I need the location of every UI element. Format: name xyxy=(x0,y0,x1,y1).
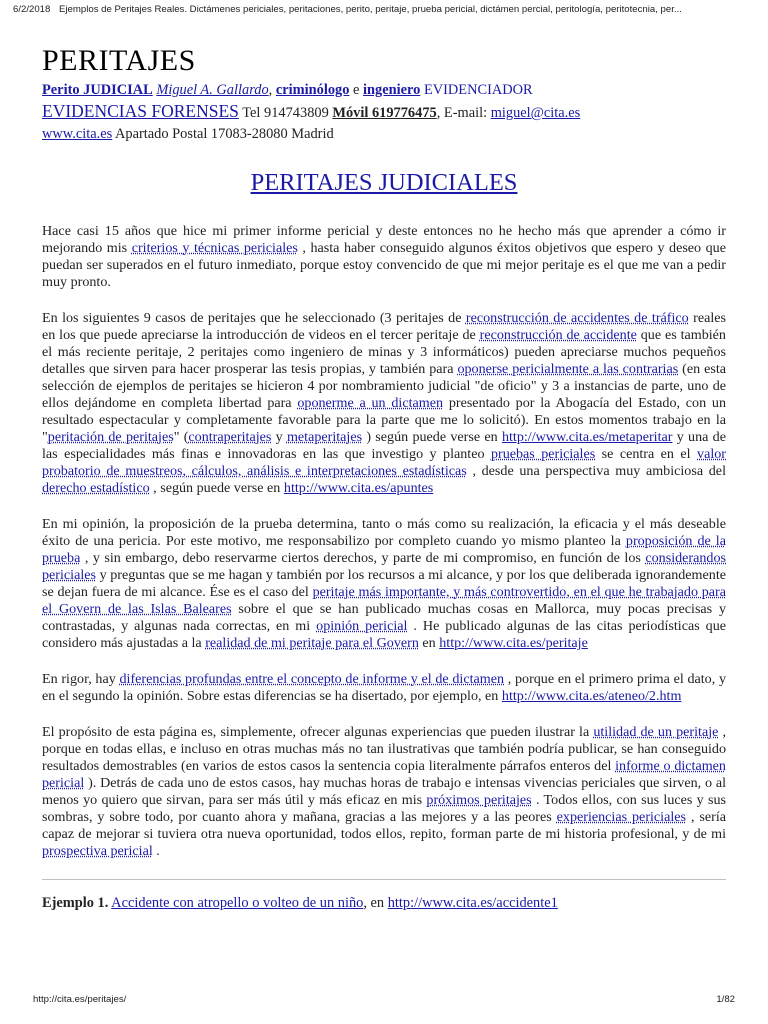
link-valor-probatorio[interactable]: valor probatorio de muestreos, cálculos, análisis e interpretaciones estadísticas xyxy=(42,446,726,479)
link-diferencias[interactable]: diferencias profundas entre el concepto de informe y el de dictamen xyxy=(119,671,505,687)
text: presentado por la Abogacía del Estado, con un resultado espectacular y completamente favorable para la parte que me lo solicitó). En estos momentos trabajo en la " xyxy=(42,395,727,445)
divider xyxy=(42,879,726,880)
link-proximos-peritajes[interactable]: próximos peritajes xyxy=(426,792,532,808)
link-peritaje-url[interactable]: http://www.cita.es/peritaje xyxy=(439,635,588,651)
link-ateneo-url[interactable]: http://www.cita.es/ateneo/2.htm xyxy=(501,688,682,704)
example-1 xyxy=(42,894,726,912)
example-label: Ejemplo 1. xyxy=(42,895,109,911)
link-considerandos[interactable]: considerandos periciales xyxy=(42,550,727,583)
paragraph-intro xyxy=(42,223,726,291)
text: , porque en todas ellas, e incluso en otras muchas más no tan ilustrativas que también podría publicar, se han conseguido resultados demostrables (en varios de estos casos la sentencia copia literalmente párrafos enteros del xyxy=(42,724,727,774)
link-metaperitar-url[interactable]: http://www.cita.es/metaperitar xyxy=(501,429,673,445)
paragraph-cases xyxy=(42,310,726,497)
link-oponerse[interactable]: oponerse pericialmente a las contrarias xyxy=(457,361,679,377)
text: que es también el más reciente peritaje, 2 peritajes como ingeniero de minas y 3 informáticos) pueden apreciarse muchos pequeños detalles que sirven para hacer prosperar las tesis propias, y también para xyxy=(42,327,726,377)
text: . He publicado algunas de las citas periodísticas que considero más ajustadas a la xyxy=(42,618,727,651)
evidenciador-link[interactable]: EVIDENCIADOR xyxy=(423,82,533,98)
link-reconstruccion-accidentes[interactable]: reconstrucción de accidentes de tráfico xyxy=(465,310,689,326)
print-page-title: Ejemplos de Peritajes Reales. Dictámenes periciales, peritaciones, perito, peritaje, prueba pericial, dictámen percial, peritología, peritotecnia, per... xyxy=(59,4,682,15)
example-1-url[interactable]: http://www.cita.es/accidente1 xyxy=(387,895,558,911)
text: sobre el que se han publicado muchas cosas en Mallorca, muy pocas precisas y contrastadas, y algunas nada correctas, en mi xyxy=(42,601,726,634)
telephone-text: Tel 914743809 xyxy=(242,105,329,121)
page-heading-link[interactable]: PERITAJES JUDICIALES xyxy=(250,169,518,196)
print-footer xyxy=(33,994,735,1005)
text: , según puede verse en xyxy=(153,480,281,496)
paragraph-purpose xyxy=(42,724,726,860)
text: , y sin embargo, debo reservarme ciertos derechos, y parte de mi compromiso, en función de los xyxy=(84,550,641,566)
text: En los siguientes 9 casos de peritajes que he seleccionado (3 peritajes de xyxy=(42,310,462,326)
contact-line-1 xyxy=(42,80,726,101)
criminologo-link[interactable]: criminólogo xyxy=(275,82,350,98)
print-date: 6/2/2018 xyxy=(13,4,51,15)
email-label: , E-mail: xyxy=(436,105,488,121)
page-heading xyxy=(42,169,726,197)
perito-judicial-link[interactable]: Perito JUDICIAL xyxy=(42,82,153,98)
link-peritaje-importante[interactable]: peritaje más importante, y más controvertido, en el que he trabajado para el Govern de las Islas Baleares xyxy=(42,584,726,617)
link-utilidad[interactable]: utilidad de un peritaje xyxy=(593,724,719,740)
footer-url: http://cita.es/peritajes/ xyxy=(33,994,127,1005)
link-opinion-pericial[interactable]: opinión pericial xyxy=(316,618,408,634)
text: En rigor, hay xyxy=(42,671,116,687)
paragraph-rigor xyxy=(42,671,726,705)
comma-text: , xyxy=(268,82,273,98)
text: ). Detrás de cada uno de estos casos, hay muchas horas de trabajo e intensas vivencias periciales que sirven, o al menos yo quiero que sirvan, para ser más útil y más eficaz en mis xyxy=(42,775,726,808)
site-title: PERITAJES xyxy=(42,44,196,77)
link-informe-dictamen[interactable]: informe o dictamen pericial xyxy=(42,758,726,791)
link-peritacion[interactable]: peritación de peritajes xyxy=(47,429,174,445)
address-text: Apartado Postal 17083-28080 Madrid xyxy=(115,126,334,142)
link-derecho-estadistico[interactable]: derecho estadístico xyxy=(42,480,150,496)
link-pruebas-periciales[interactable]: pruebas periciales xyxy=(490,446,596,462)
text: , sería capaz de mejorar si tuviera otra nueva oportunidad, todos ellos, repito, forman parte de mi historia profesional, y de mi xyxy=(42,809,727,842)
contact-line-3 xyxy=(42,124,726,145)
link-realidad-peritaje[interactable]: realidad de mi peritaje para el Govern xyxy=(205,635,419,651)
link-contraperitajes[interactable]: contraperitajes xyxy=(188,429,272,445)
text: y preguntas que se me hagan y también por los recursos a mi alcance, y por los que deliberada ignorandemente se dejan fuera de mi alcance. Ése es el caso del xyxy=(42,567,726,600)
example-1-link[interactable]: Accidente con atropello o volteo de un niño xyxy=(111,895,364,911)
text: y una de las especialidades más finas e innovadoras en las que investigo y planteo xyxy=(42,429,726,462)
text: reales en los que puede apreciarse la introducción de videos en el tercer peritaje de xyxy=(42,310,726,343)
link-apuntes-url[interactable]: http://www.cita.es/apuntes xyxy=(283,480,434,496)
text: , porque en el primero prima el dato, y en el segundo la opinión. Sobre estas diferencias se ha disertado, por ejemplo, en xyxy=(42,671,727,704)
link-prospectiva[interactable]: prospectiva pericial xyxy=(42,843,153,859)
text: en xyxy=(422,635,436,651)
text: se centra en el xyxy=(601,446,691,462)
text: El propósito de esta página es, simplemente, ofrecer algunas experiencias que pueden ilustrar la xyxy=(42,724,590,740)
text: ) según puede verse en xyxy=(366,429,498,445)
conjunction-text: e xyxy=(353,82,360,98)
contact-block xyxy=(42,80,726,145)
text: " ( xyxy=(173,429,189,445)
text: Hace casi 15 años que hice mi primer informe pericial y deste entonces no he hecho más que aprender a cómo ir mejorando mis xyxy=(42,223,726,256)
link-experiencias[interactable]: experiencias periciales xyxy=(556,809,687,825)
contact-line-2 xyxy=(42,101,726,124)
text: , desde una perspectiva muy ambiciosa del xyxy=(472,463,726,479)
author-name-link[interactable]: Miguel A. Gallardo xyxy=(156,82,269,98)
print-header xyxy=(13,4,755,15)
text: y xyxy=(275,429,283,445)
ingeniero-link[interactable]: ingeniero xyxy=(363,82,421,98)
example-sep: , en xyxy=(363,895,385,911)
text: (en esta selección de ejemplos de peritajes se hicieron 4 por nombramiento judicial "de oficio" y 3 a instancias de parte, uno de ellos dejándome en completa libertad para xyxy=(42,361,726,411)
text: . xyxy=(156,843,160,859)
link-oponerme-dictamen[interactable]: oponerme a un dictamen xyxy=(297,395,444,411)
website-link[interactable]: www.cita.es xyxy=(42,126,113,142)
email-link[interactable]: miguel@cita.es xyxy=(490,105,581,121)
link-reconstruccion-accidente[interactable]: reconstrucción de accidente xyxy=(479,327,637,343)
text: . Todos ellos, con sus luces y sus sombras, y sobre todo, por cuanto ahora y mañana, gracias a las mejores y a las peores xyxy=(42,792,726,825)
evidencias-forenses-link[interactable]: EVIDENCIAS FORENSES xyxy=(42,101,239,121)
page-content xyxy=(42,36,726,912)
link-criterios[interactable]: criterios y técnicas periciales xyxy=(131,240,298,256)
mobile-text: Móvil 619776475 xyxy=(332,105,437,121)
footer-page-number: 1/82 xyxy=(716,994,735,1005)
link-proposicion-prueba[interactable]: proposición de la prueba xyxy=(42,533,726,566)
link-metaperitajes[interactable]: metaperitajes xyxy=(286,429,363,445)
text: , hasta haber conseguido algunos éxitos objetivos que espero y deseo que puedan ser superados en el futuro inmediato, porque estoy convencido de que mi mejor peritaje es el que me van a pedir muy pronto. xyxy=(42,240,726,290)
paragraph-opinion xyxy=(42,516,726,652)
text: En mi opinión, la proposición de la prueba determina, tanto o más como su realización, la eficacia y el más deseable éxito de una pericia. Por este motivo, me responsabilizo por completo cuando yo mismo planteo la xyxy=(42,516,726,549)
